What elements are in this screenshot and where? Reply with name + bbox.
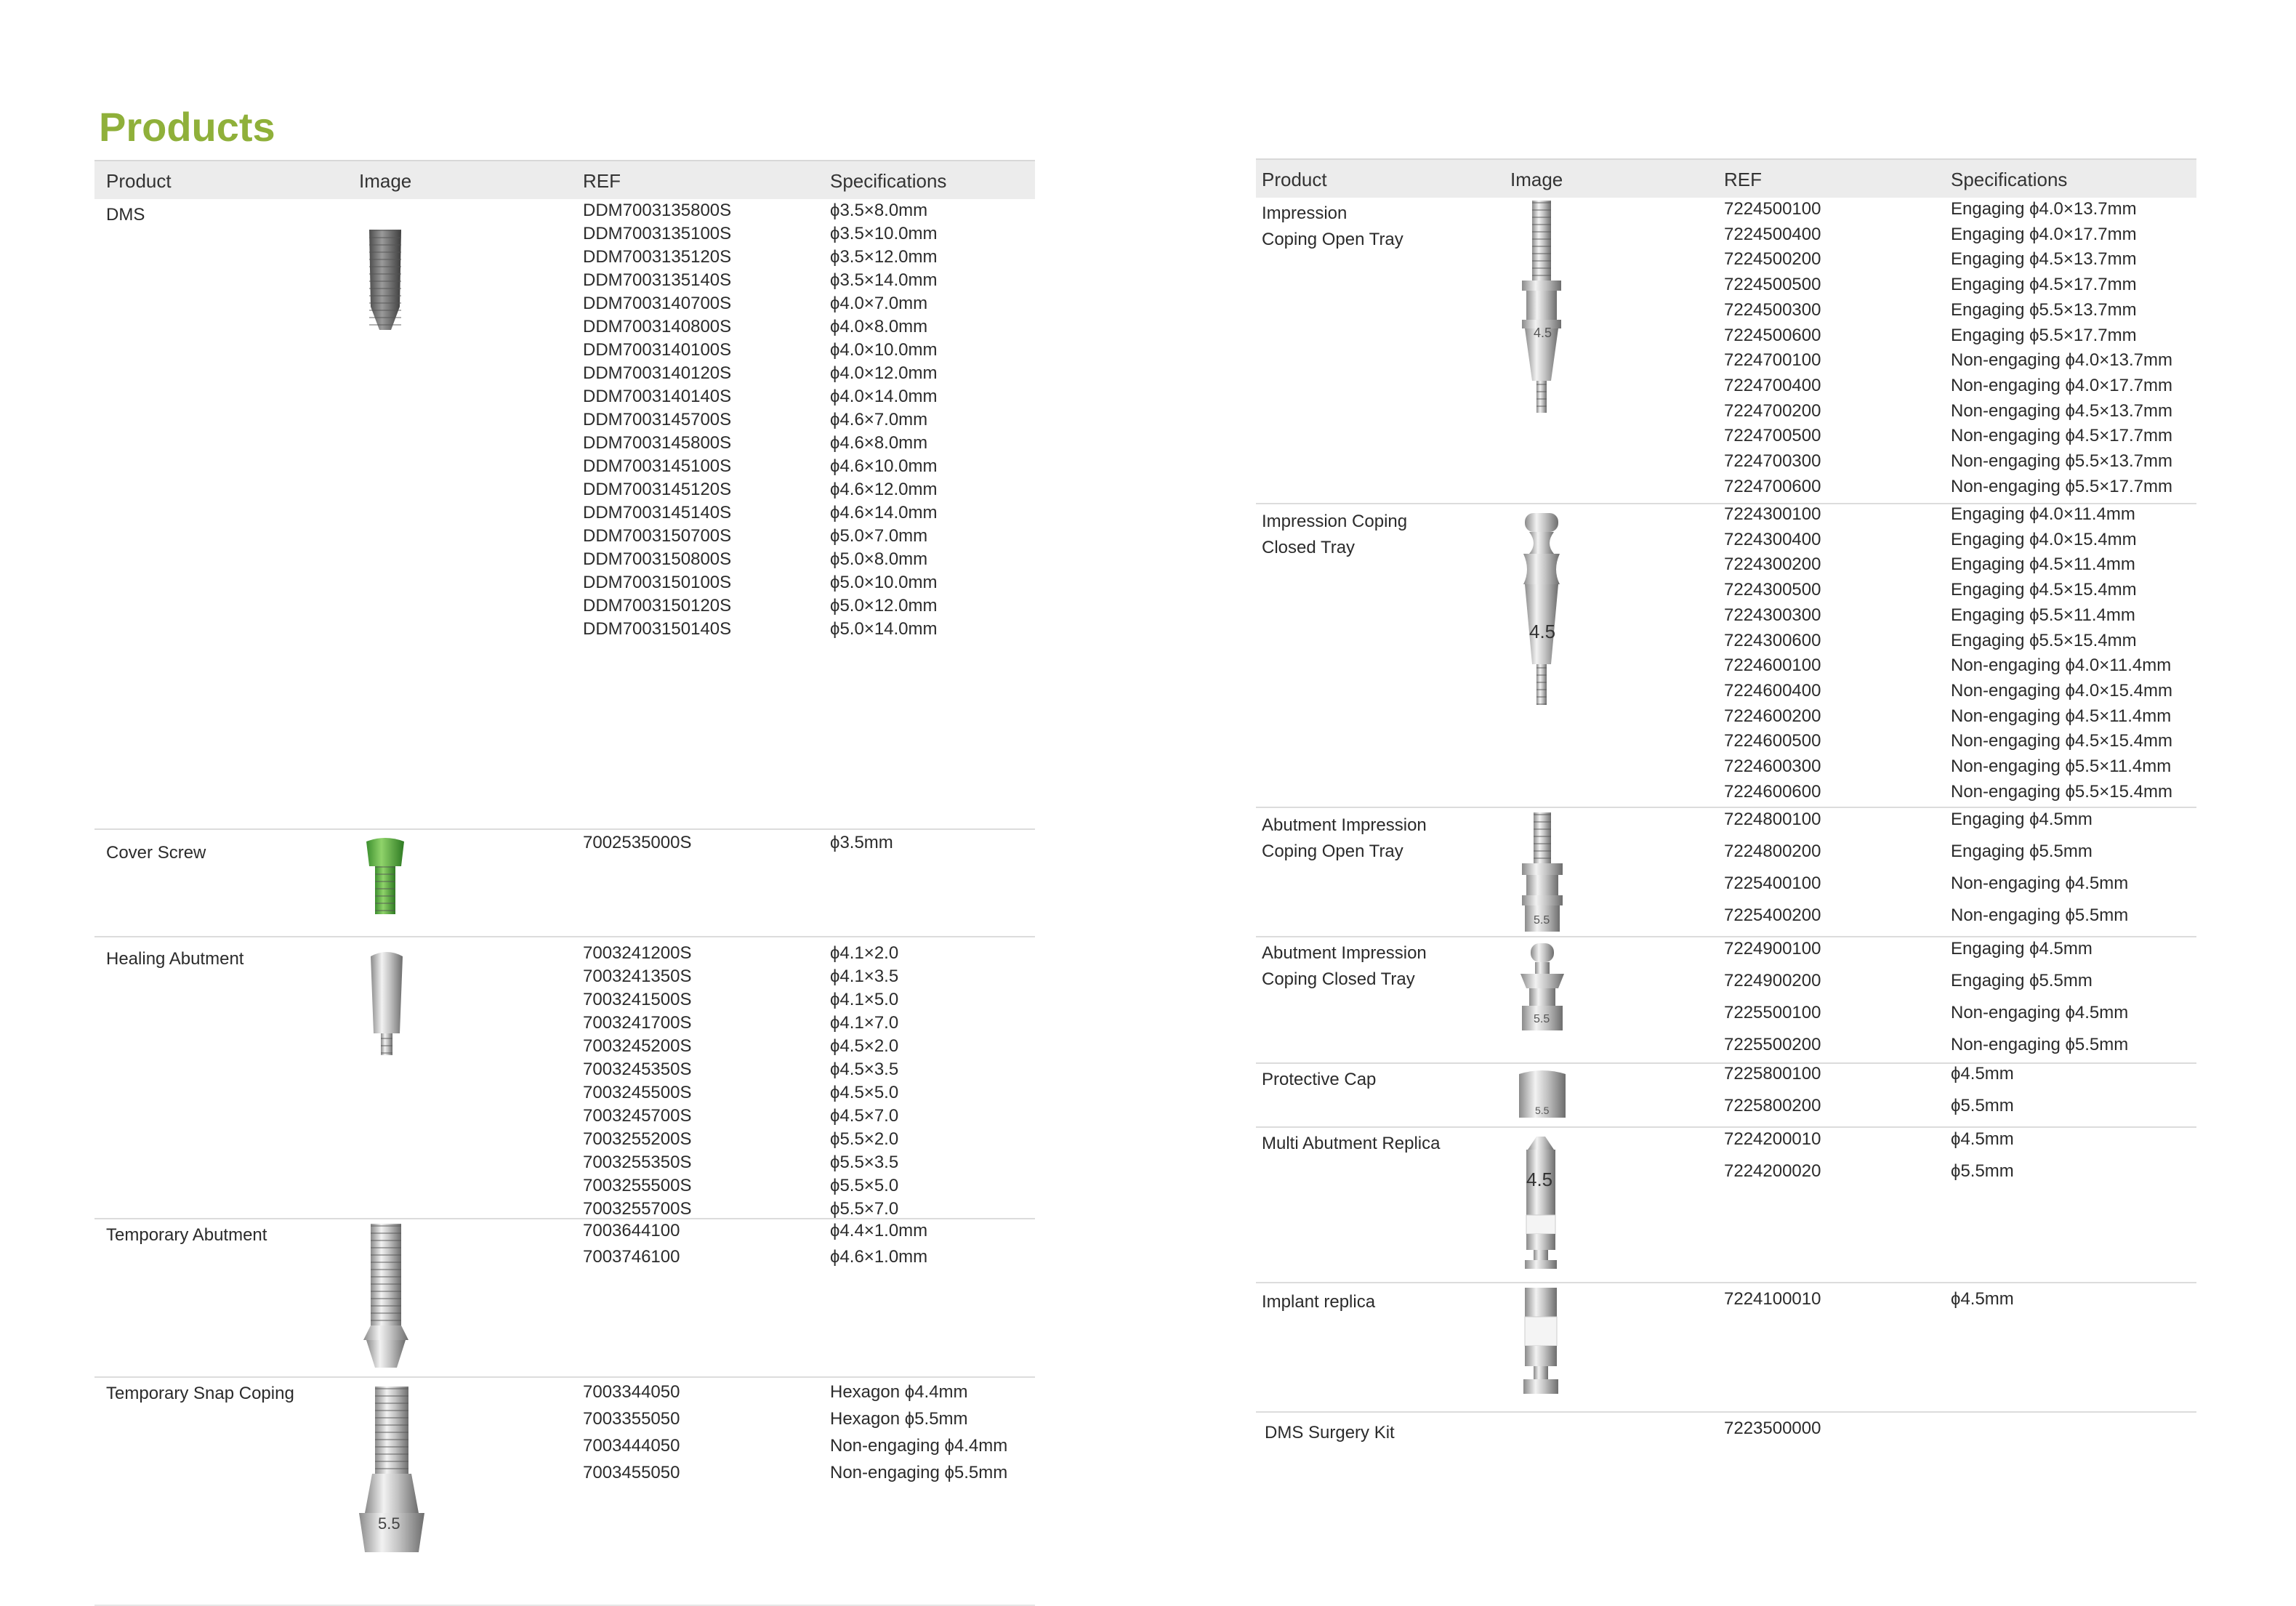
header-image: Image — [1510, 169, 1563, 190]
ref-cell: DDM7003135140S — [583, 270, 732, 290]
table-header — [94, 160, 1035, 199]
product-name — [106, 1381, 294, 1407]
spec-cell: ϕ5.5mm — [1951, 1096, 2014, 1115]
spec-cell: Engaging ϕ4.0×17.7mm — [1951, 224, 2137, 244]
spec-cell: Non-engaging ϕ4.5mm — [1951, 1003, 2129, 1022]
spec-cell: Non-engaging ϕ4.0×17.7mm — [1951, 375, 2172, 395]
spec-cell: Non-engaging ϕ5.5×11.4mm — [1951, 756, 2172, 776]
ref-cell: 7002535000S — [583, 833, 692, 852]
spec-cell: ϕ3.5×14.0mm — [830, 270, 938, 290]
ref-cell: 7225400200 — [1724, 905, 1821, 925]
spec-cell: ϕ3.5×10.0mm — [830, 224, 938, 243]
ref-cell: 7224500100 — [1724, 199, 1821, 219]
ref-cell: 7224700500 — [1724, 426, 1821, 446]
ref-cell: 7003241200S — [583, 943, 692, 963]
product-name-line: Protective Cap — [1262, 1070, 1377, 1089]
spec-cell: ϕ4.6×12.0mm — [830, 480, 938, 499]
spec-cell: ϕ5.5×7.0 — [830, 1199, 899, 1219]
header-image: Image — [359, 170, 412, 192]
ref-cell: DDM7003135120S — [583, 247, 732, 267]
ref-cell: 7224300200 — [1724, 554, 1821, 575]
ref-cell: DDM7003150800S — [583, 549, 732, 569]
ref-cell: 7003245500S — [583, 1083, 692, 1102]
product-name — [106, 840, 206, 866]
temporary-abutment-image — [360, 1222, 411, 1372]
ref-cell: 7003344050 — [583, 1382, 680, 1402]
ref-cell: DDM7003140700S — [583, 294, 732, 313]
size-label: 5.5 — [1534, 1013, 1550, 1025]
ref-cell: 7003746100 — [583, 1247, 680, 1267]
spec-cell: Engaging ϕ4.0×13.7mm — [1951, 199, 2137, 219]
ref-cell: 7003255350S — [583, 1153, 692, 1172]
spec-cell: ϕ4.6×1.0mm — [830, 1247, 928, 1267]
header-ref: REF — [1724, 169, 1762, 190]
product-name — [1262, 812, 1427, 865]
ref-cell: DDM7003145800S — [583, 433, 732, 453]
product-name-line: Coping Open Tray — [1262, 842, 1403, 861]
spec-cell: ϕ5.0×14.0mm — [830, 619, 938, 639]
ref-cell: 7225400100 — [1724, 873, 1821, 893]
product-section-abutment-impression-coping-open-tray — [1256, 807, 2196, 937]
ref-cell: 7224200020 — [1724, 1161, 1821, 1181]
size-label: 5.5 — [378, 1514, 400, 1533]
spec-cell: ϕ5.0×12.0mm — [830, 596, 938, 616]
ref-cell: 7225800200 — [1724, 1096, 1821, 1115]
ref-cell: 7224300600 — [1724, 630, 1821, 650]
spec-cell: Engaging ϕ5.5mm — [1951, 971, 2092, 990]
spec-cell: ϕ4.1×5.0 — [830, 990, 899, 1009]
product-section-dms — [94, 198, 1035, 830]
product-name — [106, 946, 243, 972]
ref-cell: DDM7003145140S — [583, 503, 732, 522]
spec-cell: Non-engaging ϕ4.5×13.7mm — [1951, 400, 2172, 421]
spec-cell: ϕ4.5mm — [1951, 1129, 2014, 1149]
spec-cell: ϕ4.0×14.0mm — [830, 387, 938, 406]
spec-cell: Engaging ϕ5.5×15.4mm — [1951, 630, 2137, 650]
product-name — [106, 202, 145, 228]
ref-cell: 7224500400 — [1724, 224, 1821, 244]
spec-cell: ϕ4.0×8.0mm — [830, 317, 928, 336]
product-section-multi-abutment-replica — [1256, 1126, 2196, 1283]
ref-cell: DDM7003150140S — [583, 619, 732, 639]
ref-cell: DDM7003145120S — [583, 480, 732, 499]
spec-cell: ϕ4.1×3.5 — [830, 967, 899, 986]
spec-cell: Engaging ϕ4.5×17.7mm — [1951, 275, 2137, 295]
spec-cell: Non-engaging ϕ4.5×11.4mm — [1951, 706, 2172, 726]
spec-cell: ϕ4.5mm — [1951, 1289, 2014, 1309]
spec-cell: ϕ4.1×2.0 — [830, 943, 899, 963]
ref-cell: 7224500300 — [1724, 299, 1821, 320]
product-name-line: Coping Open Tray — [1262, 230, 1403, 249]
product-name-line: Multi Abutment Replica — [1262, 1134, 1441, 1153]
ref-cell: DDM7003150700S — [583, 526, 732, 546]
spec-cell: Hexagon ϕ5.5mm — [830, 1409, 968, 1429]
ref-cell: DDM7003140800S — [583, 317, 732, 336]
spec-cell: Engaging ϕ5.5×11.4mm — [1951, 605, 2135, 625]
spec-cell: Engaging ϕ4.5×15.4mm — [1951, 580, 2137, 600]
ref-cell: 7224300500 — [1724, 580, 1821, 600]
ref-cell: DDM7003135800S — [583, 201, 732, 220]
spec-cell: Non-engaging ϕ5.5mm — [830, 1463, 1008, 1482]
spec-cell: ϕ4.5×3.5 — [830, 1060, 899, 1079]
spec-cell: Engaging ϕ5.5mm — [1951, 842, 2092, 861]
healing-abutment-image — [366, 948, 407, 1057]
spec-cell: Non-engaging ϕ4.0×13.7mm — [1951, 350, 2172, 371]
ref-cell: DDM7003145100S — [583, 456, 732, 476]
header-specifications: Specifications — [830, 170, 947, 192]
ref-cell: 7003255500S — [583, 1176, 692, 1195]
size-label: 4.5 — [1529, 621, 1556, 642]
ref-cell: 7224600400 — [1724, 680, 1821, 701]
impression-coping-closed-tray-image — [1516, 512, 1567, 708]
product-name-line: Abutment Impression — [1262, 943, 1427, 963]
ref-cell: 7003255700S — [583, 1199, 692, 1219]
ref-cell: 7224300400 — [1724, 529, 1821, 549]
product-section-impression-coping-open-tray — [1256, 196, 2196, 504]
spec-cell: Engaging ϕ4.5mm — [1951, 939, 2092, 959]
product-name-line: Closed Tray — [1262, 538, 1356, 557]
product-name — [1262, 509, 1407, 561]
ref-cell: DDM7003140140S — [583, 387, 732, 406]
spec-cell: ϕ5.5×3.5 — [830, 1153, 899, 1172]
product-name-line: Healing Abutment — [106, 949, 244, 969]
spec-cell: ϕ4.5×2.0 — [830, 1036, 899, 1056]
spec-cell: ϕ5.0×8.0mm — [830, 549, 928, 569]
spec-cell: ϕ4.0×12.0mm — [830, 363, 938, 383]
ref-cell: 7224600200 — [1724, 706, 1821, 726]
ref-cell: 7223500000 — [1724, 1419, 1821, 1438]
products-table-left — [94, 160, 1035, 1533]
header-ref: REF — [583, 170, 621, 192]
ref-cell: 7224700300 — [1724, 451, 1821, 471]
spec-cell: ϕ4.4×1.0mm — [830, 1221, 928, 1240]
ref-cell: DDM7003135100S — [583, 224, 732, 243]
spec-cell: ϕ4.5×7.0 — [830, 1106, 899, 1126]
spec-cell: ϕ5.0×7.0mm — [830, 526, 928, 546]
product-name-line: Impression — [1262, 203, 1348, 223]
spec-cell: Engaging ϕ5.5×17.7mm — [1951, 325, 2137, 345]
product-name-line: Temporary Snap Coping — [106, 1384, 294, 1403]
product-section-protective-cap — [1256, 1062, 2196, 1128]
spec-cell: Engaging ϕ4.5×11.4mm — [1951, 554, 2135, 575]
ref-cell: DDM7003145700S — [583, 410, 732, 429]
ref-cell: 7003245700S — [583, 1106, 692, 1126]
product-section-temporary-abutment — [94, 1218, 1035, 1378]
ref-cell: 7224600300 — [1724, 756, 1821, 776]
ref-cell: 7003255200S — [583, 1129, 692, 1149]
ref-cell: 7224500200 — [1724, 249, 1821, 270]
ref-cell: 7224600500 — [1724, 731, 1821, 751]
product-name-line: DMS Surgery Kit — [1265, 1423, 1395, 1442]
ref-cell: 7003245200S — [583, 1036, 692, 1056]
products-table-right — [1256, 158, 2196, 1452]
spec-cell: ϕ3.5×12.0mm — [830, 247, 938, 267]
product-name — [1262, 1131, 1440, 1157]
product-name — [106, 1222, 267, 1248]
spec-cell: Non-engaging ϕ5.5×17.7mm — [1951, 476, 2172, 496]
spec-cell: Engaging ϕ4.0×15.4mm — [1951, 529, 2137, 549]
spec-cell: Non-engaging ϕ5.5×15.4mm — [1951, 781, 2172, 802]
spec-cell: Non-engaging ϕ4.5mm — [1951, 873, 2129, 893]
spec-cell: Non-engaging ϕ5.5mm — [1951, 905, 2129, 925]
product-section-abutment-impression-coping-closed-tray — [1256, 936, 2196, 1064]
spec-cell: Engaging ϕ4.0×11.4mm — [1951, 504, 2135, 524]
spec-cell: ϕ4.6×10.0mm — [830, 456, 938, 476]
product-name-line: Temporary Abutment — [106, 1225, 267, 1245]
ref-cell: 7003241500S — [583, 990, 692, 1009]
spec-cell: ϕ3.5×8.0mm — [830, 201, 928, 220]
spec-cell: ϕ4.5×5.0 — [830, 1083, 899, 1102]
page-title: Products — [99, 104, 275, 150]
spec-cell: ϕ4.0×10.0mm — [830, 340, 938, 360]
product-section-healing-abutment — [94, 936, 1035, 1219]
ref-cell: 7003444050 — [583, 1436, 680, 1456]
spec-cell: ϕ5.5mm — [1951, 1161, 2014, 1181]
product-name — [1262, 201, 1403, 253]
ref-cell: 7224700100 — [1724, 350, 1821, 371]
product-section-temporary-snap-coping — [94, 1376, 1035, 1606]
header-product: Product — [1262, 169, 1327, 190]
spec-cell: Non-engaging ϕ4.0×11.4mm — [1951, 655, 2172, 676]
spec-cell: Hexagon ϕ4.4mm — [830, 1382, 968, 1402]
cover-screw-image — [362, 834, 408, 919]
size-label: 5.5 — [1535, 1105, 1550, 1116]
spec-cell: ϕ5.5×5.0 — [830, 1176, 899, 1195]
ref-cell: 7224700200 — [1724, 400, 1821, 421]
ref-cell: 7003241350S — [583, 967, 692, 986]
header-product: Product — [106, 170, 172, 192]
product-section-impression-coping-closed-tray — [1256, 503, 2196, 808]
product-name-line: Impression Coping — [1262, 512, 1408, 531]
product-name-line: Cover Screw — [106, 843, 206, 863]
impression-coping-open-tray-image — [1516, 199, 1567, 417]
ref-cell: 7224900200 — [1724, 971, 1821, 990]
spec-cell: Non-engaging ϕ4.0×15.4mm — [1951, 680, 2172, 701]
spec-cell: ϕ4.5mm — [1951, 1064, 2014, 1084]
spec-cell: ϕ5.5×2.0 — [830, 1129, 899, 1149]
spec-cell: ϕ4.6×14.0mm — [830, 503, 938, 522]
ref-cell: 7224300300 — [1724, 605, 1821, 625]
spec-cell: ϕ4.1×7.0 — [830, 1013, 899, 1033]
spec-cell: Engaging ϕ5.5×13.7mm — [1951, 299, 2137, 320]
implant-replica-image — [1520, 1286, 1561, 1397]
ref-cell: DDM7003150100S — [583, 573, 732, 592]
product-name-line: Abutment Impression — [1262, 815, 1427, 835]
product-name — [1262, 940, 1427, 993]
spec-cell: Non-engaging ϕ4.4mm — [830, 1436, 1008, 1456]
product-name-line: DMS — [106, 205, 145, 225]
spec-cell: ϕ3.5mm — [830, 833, 893, 852]
ref-cell: 7225500100 — [1724, 1003, 1821, 1022]
ref-cell: 7003644100 — [583, 1221, 680, 1240]
spec-cell: ϕ5.0×10.0mm — [830, 573, 938, 592]
ref-cell: 7224700400 — [1724, 375, 1821, 395]
size-label: 5.5 — [1534, 914, 1550, 927]
size-label: 4.5 — [1534, 326, 1552, 340]
spec-cell: ϕ4.6×7.0mm — [830, 410, 928, 429]
ref-cell: 7225800100 — [1724, 1064, 1821, 1084]
spec-cell: Non-engaging ϕ5.5×13.7mm — [1951, 451, 2172, 471]
product-section-implant-replica — [1256, 1282, 2196, 1413]
ref-cell: DDM7003140120S — [583, 363, 732, 383]
product-section-cover-screw — [94, 828, 1035, 937]
product-name — [1265, 1420, 1395, 1446]
spec-cell: ϕ4.6×8.0mm — [830, 433, 928, 453]
table-header — [1256, 158, 2196, 198]
ref-cell: 7224600100 — [1724, 655, 1821, 676]
ref-cell: 7224900100 — [1724, 939, 1821, 959]
product-name — [1262, 1067, 1376, 1093]
dental-implant-image — [363, 227, 407, 336]
spec-cell: Non-engaging ϕ4.5×15.4mm — [1951, 731, 2172, 751]
product-name-line: Coping Closed Tray — [1262, 969, 1415, 989]
ref-cell: 7003355050 — [583, 1409, 680, 1429]
ref-cell: 7224500500 — [1724, 275, 1821, 295]
ref-cell: 7003455050 — [583, 1463, 680, 1482]
ref-cell: 7003241700S — [583, 1013, 692, 1033]
ref-cell: 7224100010 — [1724, 1289, 1821, 1309]
ref-cell: 7224300100 — [1724, 504, 1821, 524]
spec-cell: Non-engaging ϕ4.5×17.7mm — [1951, 426, 2172, 446]
ref-cell: 7224800100 — [1724, 810, 1821, 829]
ref-cell: 7224800200 — [1724, 842, 1821, 861]
header-specifications: Specifications — [1951, 169, 2068, 190]
product-section-dms-surgery-kit — [1256, 1411, 2196, 1455]
ref-cell: 7003245350S — [583, 1060, 692, 1079]
spec-cell: Non-engaging ϕ5.5mm — [1951, 1035, 2129, 1054]
spec-cell: ϕ4.0×7.0mm — [830, 294, 928, 313]
spec-cell: Engaging ϕ4.5×13.7mm — [1951, 249, 2137, 270]
spec-cell: Engaging ϕ4.5mm — [1951, 810, 2092, 829]
size-label: 4.5 — [1526, 1169, 1553, 1190]
ref-cell: 7224700600 — [1724, 476, 1821, 496]
ref-cell: DDM7003150120S — [583, 596, 732, 616]
product-name — [1262, 1289, 1375, 1315]
ref-cell: 7224600600 — [1724, 781, 1821, 802]
ref-cell: 7225500200 — [1724, 1035, 1821, 1054]
product-name-line: Implant replica — [1262, 1292, 1376, 1312]
ref-cell: DDM7003140100S — [583, 340, 732, 360]
ref-cell: 7224500600 — [1724, 325, 1821, 345]
multi-abutment-replica-image — [1519, 1135, 1563, 1270]
ref-cell: 7224200010 — [1724, 1129, 1821, 1149]
